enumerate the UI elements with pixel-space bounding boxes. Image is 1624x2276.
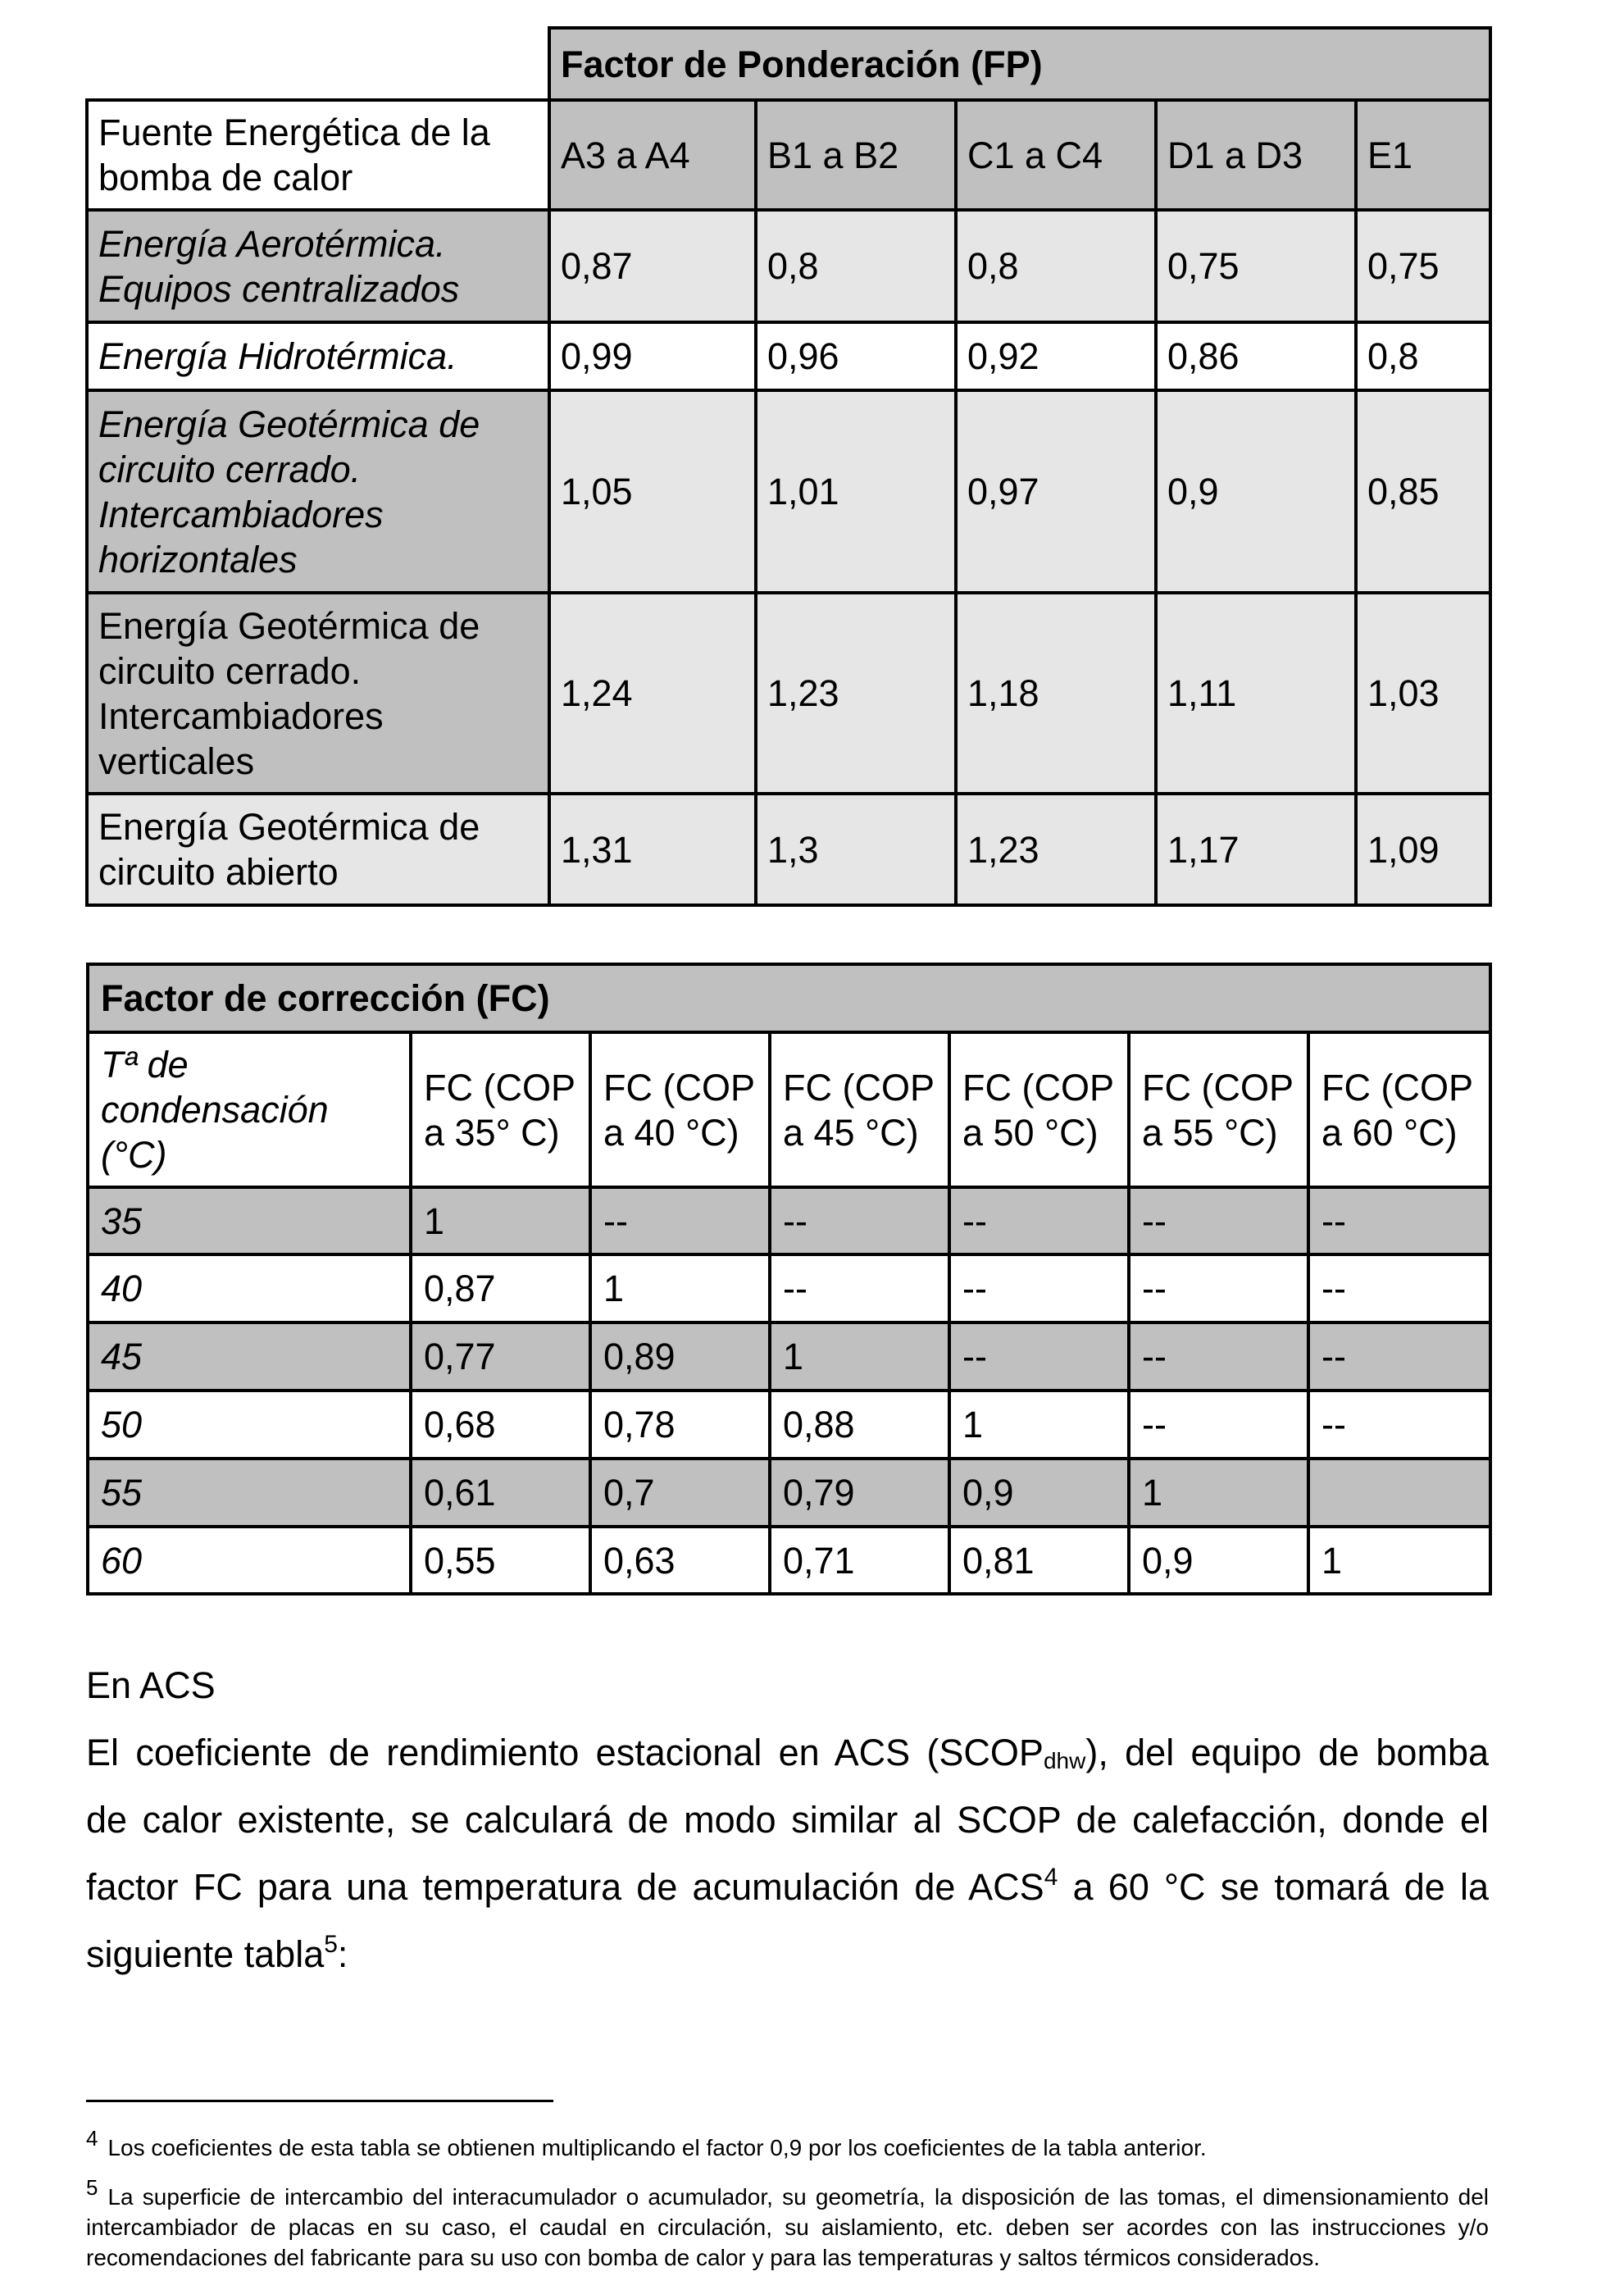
fp-cell: 0,75 <box>1156 210 1356 322</box>
fc-temp-cell: 55 <box>88 1459 411 1527</box>
fc-cell: 0,7 <box>590 1459 770 1527</box>
fp-cell: 1,31 <box>549 794 756 905</box>
fc-row <box>88 1187 1490 1254</box>
fc-cell: 0,78 <box>590 1391 770 1459</box>
footnote-text: La superficie de intercambio del interacumulador o acumulador, su geometría, la disposición de las tomas, el dimensionamiento del intercambiador de placas en su caso, el caudal en circulación, su aislamiento, etc. deben ser acordes con las instrucciones y/o recomendaciones del fabricante para su uso con bomba de calor y para las temperaturas y saltos térmicos considerados. <box>86 2184 1489 2270</box>
fp-cell: 0,75 <box>1356 210 1490 322</box>
fc-cell: -- <box>1308 1391 1490 1459</box>
fc-cell: 1 <box>590 1254 770 1322</box>
body-text: siguiente tabla <box>86 1933 325 1975</box>
fp-cell: 1,18 <box>956 593 1156 794</box>
fc-cell: 0,9 <box>1129 1527 1308 1594</box>
body-line: de calor existente, se calculará de modo similar al SCOP de calefacción, donde el <box>86 1799 1489 1841</box>
fc-cell: -- <box>590 1187 770 1254</box>
fc-cell: -- <box>949 1322 1129 1391</box>
fp-cell: 1,01 <box>756 390 956 593</box>
fp-cell: 1,23 <box>956 794 1156 905</box>
fp-row-label: Energía Hidrotérmica. <box>87 322 549 390</box>
fp-cell: 1,24 <box>549 593 756 794</box>
fc-cell: 1 <box>1308 1527 1490 1594</box>
fc-cell: -- <box>770 1254 949 1322</box>
fc-cell: 0,68 <box>411 1391 590 1459</box>
fp-col-header: D1 a D3 <box>1156 100 1356 210</box>
fp-cell: 0,8 <box>756 210 956 322</box>
fc-cell: 1 <box>1129 1459 1308 1527</box>
fc-cell: 0,71 <box>770 1527 949 1594</box>
fp-row-label: Energía Geotérmica de circuito cerrado. Intercambiadores verticales <box>87 593 549 794</box>
fp-cell: 0,9 <box>1156 390 1356 593</box>
footnote-separator <box>86 2100 553 2102</box>
fc-cell: 0,79 <box>770 1459 949 1527</box>
body-text: El coeficiente de rendimiento estacional en ACS (SCOP <box>86 1732 1044 1773</box>
body-line <box>86 1921 348 1988</box>
fc-cell: -- <box>1129 1322 1308 1391</box>
fp-cell: 0,96 <box>756 322 956 390</box>
fp-row-header: Fuente Energética de la bomba de calor <box>87 100 549 210</box>
fp-cell: 1,11 <box>1156 593 1356 794</box>
fc-cell: 1 <box>411 1187 590 1254</box>
fc-row <box>88 1391 1490 1459</box>
body-line <box>86 1854 1489 1921</box>
fp-row-label: Energía Aerotérmica. Equipos centralizados <box>87 210 549 322</box>
fc-col-header: FC (COP a 35° C) <box>411 1032 590 1187</box>
fp-row <box>87 593 1490 794</box>
fc-temp-cell: 35 <box>88 1187 411 1254</box>
fp-cell: 0,86 <box>1156 322 1356 390</box>
fc-temp-cell: 50 <box>88 1391 411 1459</box>
fp-row <box>87 794 1490 905</box>
fp-cell: 1,23 <box>756 593 956 794</box>
fc-cell: 1 <box>770 1322 949 1391</box>
fp-cell: 0,87 <box>549 210 756 322</box>
fc-cell: -- <box>1308 1254 1490 1322</box>
fp-cell: 1,03 <box>1356 593 1490 794</box>
body-line <box>86 1719 1489 1795</box>
footnote-ref: 5 <box>324 1931 338 1958</box>
fp-cell: 1,09 <box>1356 794 1490 905</box>
fc-col-header: FC (COP a 50 °C) <box>949 1032 1129 1187</box>
fc-row <box>88 1527 1490 1594</box>
fc-row <box>88 1459 1490 1527</box>
body-text: : <box>337 1933 348 1975</box>
fp-cell: 0,85 <box>1356 390 1490 593</box>
fc-cell: -- <box>949 1254 1129 1322</box>
footnote <box>86 2124 1489 2163</box>
body-text: ), del equipo de bomba <box>1085 1732 1490 1773</box>
fp-cell: 1,17 <box>1156 794 1356 905</box>
fc-table <box>86 963 1492 1595</box>
fc-col-header: FC (COP a 45 °C) <box>770 1032 949 1187</box>
fp-table <box>85 26 1492 907</box>
fp-col-header: B1 a B2 <box>756 100 956 210</box>
fp-cell: 0,99 <box>549 322 756 390</box>
fp-cell: 0,8 <box>1356 322 1490 390</box>
fp-col-header: C1 a C4 <box>956 100 1156 210</box>
fc-cell: -- <box>1129 1391 1308 1459</box>
fc-cell: -- <box>1308 1322 1490 1391</box>
fp-cell: 0,8 <box>956 210 1156 322</box>
footnote-ref: 4 <box>1044 1864 1058 1891</box>
fc-col-header: FC (COP a 60 °C) <box>1308 1032 1490 1187</box>
fc-col-header: FC (COP a 40 °C) <box>590 1032 770 1187</box>
fc-cell: 0,63 <box>590 1527 770 1594</box>
fp-cell: 1,3 <box>756 794 956 905</box>
fc-cell: 0,55 <box>411 1527 590 1594</box>
fp-row-label: Energía Geotérmica de circuito cerrado. Intercambiadores horizontales <box>87 390 549 593</box>
fc-temp-cell: 40 <box>88 1254 411 1322</box>
fp-col-header: E1 <box>1356 100 1490 210</box>
fp-cell: 0,97 <box>956 390 1156 593</box>
fc-header-first: Tª de condensación (°C) <box>88 1032 411 1187</box>
body-text: a 60 °C se tomará de la <box>1058 1866 1489 1908</box>
fc-temp-cell: 60 <box>88 1527 411 1594</box>
fc-cell: 0,89 <box>590 1322 770 1391</box>
footnote-mark: 5 <box>86 2175 98 2200</box>
fc-cell: -- <box>1129 1187 1308 1254</box>
fc-row <box>88 1254 1490 1322</box>
fp-group-header: Factor de Ponderación (FP) <box>549 28 1490 100</box>
fc-title: Factor de corrección (FC) <box>88 964 1490 1032</box>
fp-row <box>87 322 1490 390</box>
subscript: dhw <box>1043 1748 1086 1773</box>
fp-row <box>87 390 1490 593</box>
footnote-text: Los coeficientes de esta tabla se obtienen multiplicando el factor 0,9 por los coeficientes de la tabla anterior. <box>107 2135 1207 2160</box>
fc-col-header: FC (COP a 55 °C) <box>1129 1032 1308 1187</box>
fp-cell: 0,92 <box>956 322 1156 390</box>
body-text: factor FC para una temperatura de acumulación de ACS <box>86 1866 1044 1908</box>
fc-cell: -- <box>770 1187 949 1254</box>
fc-row <box>88 1322 1490 1391</box>
fc-cell: 0,9 <box>949 1459 1129 1527</box>
fc-temp-cell: 45 <box>88 1322 411 1391</box>
fp-cell: 1,05 <box>549 390 756 593</box>
fp-blank-corner <box>87 28 549 100</box>
fc-cell: 0,81 <box>949 1527 1129 1594</box>
footnote-mark: 4 <box>86 2126 98 2151</box>
footnote <box>86 2173 1489 2273</box>
fc-cell <box>1308 1459 1490 1527</box>
fc-cell: 0,61 <box>411 1459 590 1527</box>
fc-cell: 0,87 <box>411 1254 590 1322</box>
fc-cell: 1 <box>949 1391 1129 1459</box>
fp-row <box>87 210 1490 322</box>
fc-cell: 0,77 <box>411 1322 590 1391</box>
fc-cell: -- <box>1129 1254 1308 1322</box>
fp-col-header: A3 a A4 <box>549 100 756 210</box>
fp-row-label: Energía Geotérmica de circuito abierto <box>87 794 549 905</box>
fc-cell: -- <box>1308 1187 1490 1254</box>
fc-cell: 0,88 <box>770 1391 949 1459</box>
fc-cell: -- <box>949 1187 1129 1254</box>
section-heading: En ACS <box>86 1664 216 1706</box>
